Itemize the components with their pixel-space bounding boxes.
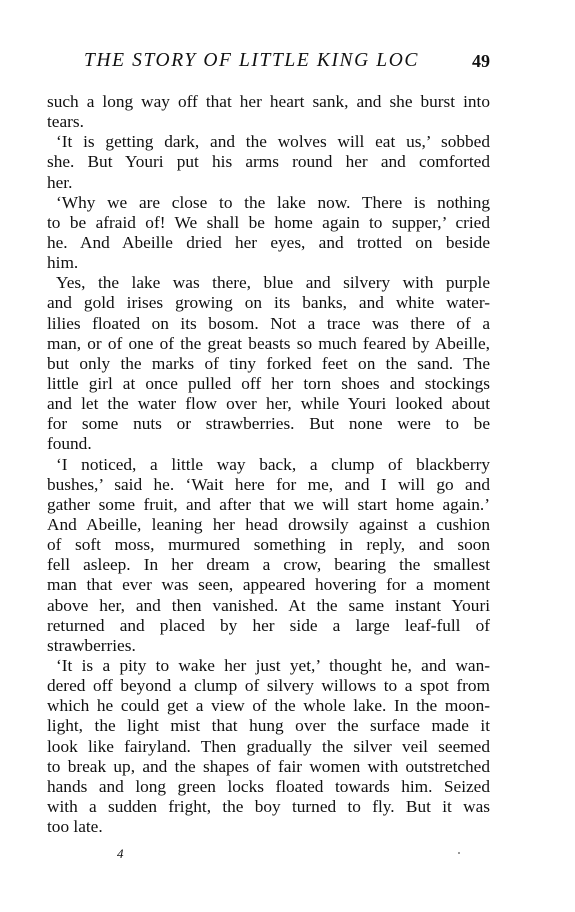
text-line: with a sudden fright, the boy turned to fly. But it was bbox=[47, 796, 490, 816]
running-title: THE STORY OF LITTLE KING LOC bbox=[84, 50, 420, 71]
text-line: of soft moss, murmured something in reply, and soon bbox=[47, 535, 490, 555]
text-line: bushes,’ said he. ‘Wait here for me, and I will go and bbox=[47, 474, 490, 494]
text-line: little girl at once pulled off her torn shoes and stockings bbox=[47, 373, 490, 393]
text-line: man, or of one of the great beasts so much feared by Abeille, bbox=[47, 333, 490, 353]
text-line: for some nuts or strawberries. But none were to be bbox=[47, 414, 490, 434]
text-line: lilies floated on its bosom. Not a trace was there of a bbox=[47, 313, 490, 333]
text-line: which he could get a view of the whole lake. In the moon- bbox=[47, 696, 490, 716]
text-line: light, the light mist that hung over the surface made it bbox=[47, 716, 490, 736]
text-line: to be afraid of! We shall be home again to supper,’ cried bbox=[47, 212, 490, 232]
text-line: hands and long green locks floated towards him. Seized bbox=[47, 776, 490, 796]
text-line: ‘Why we are close to the lake now. There is nothing bbox=[56, 192, 490, 212]
text-line: strawberries. bbox=[47, 635, 136, 655]
text-line: he. And Abeille dried her eyes, and trotted on beside bbox=[47, 232, 490, 252]
text-line: And Abeille, leaning her head drowsily against a cushion bbox=[47, 514, 490, 534]
text-line: Yes, the lake was there, blue and silvery with purple bbox=[56, 273, 490, 293]
text-line: tears. bbox=[47, 112, 84, 132]
body-text bbox=[47, 92, 490, 837]
text-line: man that ever was seen, appeared hovering for a moment bbox=[47, 575, 490, 595]
text-line: fell asleep. In her dream a crow, bearing the smallest bbox=[47, 555, 490, 575]
text-line: above her, and then vanished. At the same instant Youri bbox=[47, 595, 490, 615]
text-line: found. bbox=[47, 434, 92, 454]
print-speck bbox=[458, 852, 460, 854]
text-line: ‘It is getting dark, and the wolves will eat us,’ sobbed bbox=[56, 132, 490, 152]
text-line: her. bbox=[47, 172, 73, 192]
text-line: and let the water flow over her, while Youri looked about bbox=[47, 394, 490, 414]
text-line: too late. bbox=[47, 817, 103, 837]
signature-mark: 4 bbox=[117, 846, 124, 861]
text-line: such a long way off that her heart sank, and she burst into bbox=[47, 92, 490, 111]
text-line: ‘It is a pity to wake her just yet,’ thought he, and wan- bbox=[56, 655, 490, 675]
text-line: but only the marks of tiny forked feet on the sand. The bbox=[47, 353, 490, 373]
running-head bbox=[46, 50, 490, 74]
text-line: and gold irises growing on its banks, and white water- bbox=[47, 293, 490, 313]
text-line: she. But Youri put his arms round her and comforted bbox=[47, 152, 490, 172]
text-line: dered off beyond a clump of silvery willows to a spot from bbox=[47, 676, 490, 696]
text-line: look like fairyland. Then gradually the silver veil seemed bbox=[47, 736, 490, 756]
text-line: ‘I noticed, a little way back, a clump of blackberry bbox=[56, 454, 490, 474]
text-line: gather some fruit, and after that we will start home again.’ bbox=[47, 494, 490, 514]
text-line: returned and placed by her side a large leaf-full of bbox=[47, 615, 490, 635]
text-line: to break up, and the shapes of fair women with outstretched bbox=[47, 756, 490, 776]
page-number: 49 bbox=[472, 51, 490, 71]
text-line: him. bbox=[47, 253, 79, 273]
